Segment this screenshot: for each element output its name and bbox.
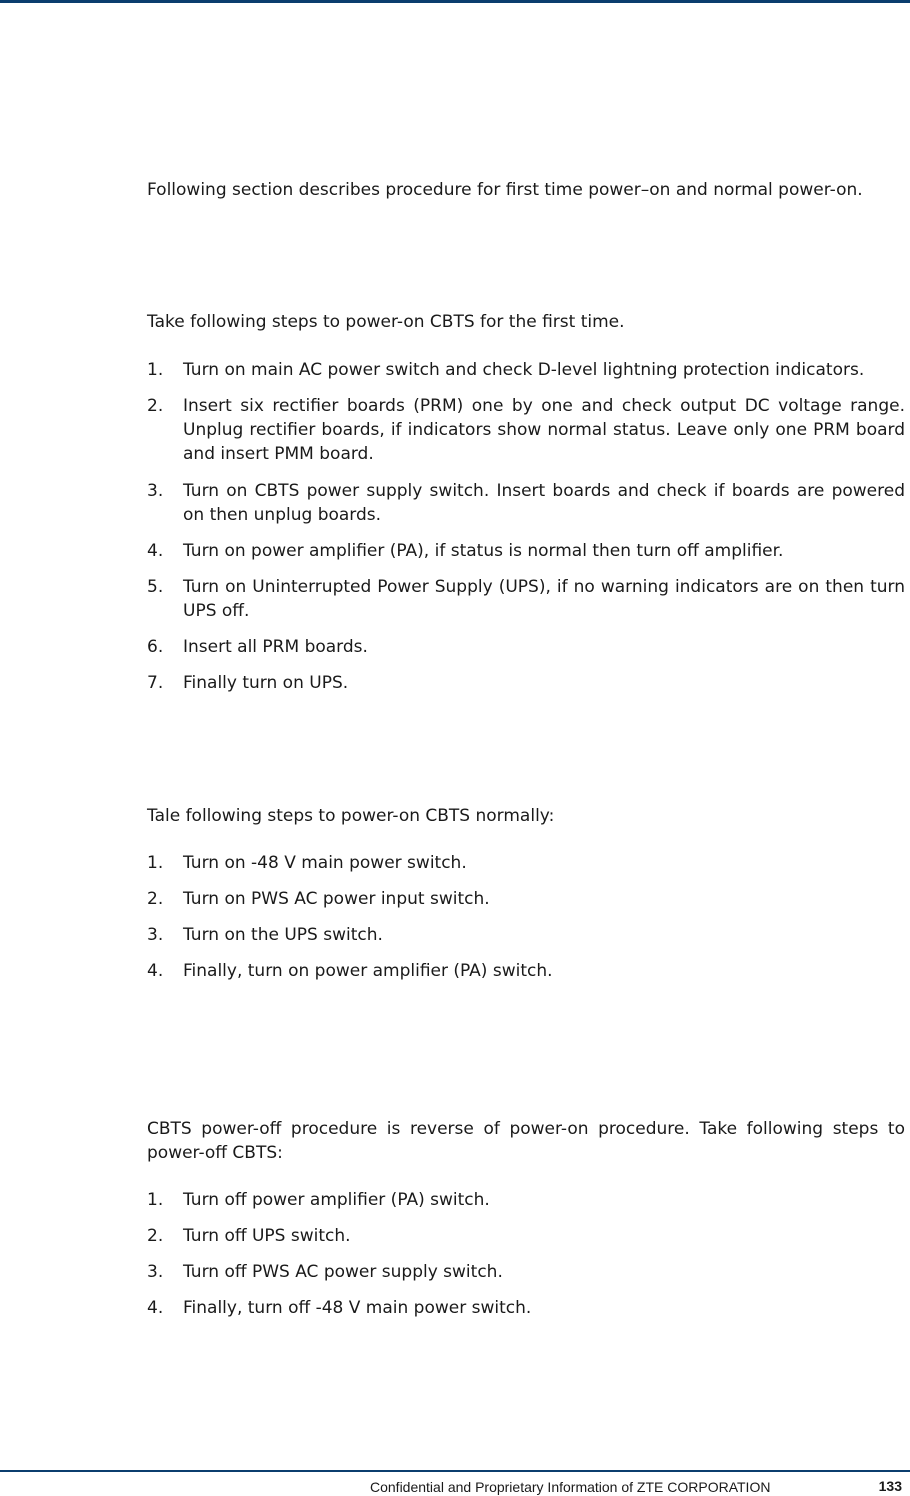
step-number: 2. xyxy=(147,396,164,416)
step-text: Turn on main AC power switch and check D-level lightning protection indicators. xyxy=(183,360,865,380)
header-rule xyxy=(0,0,910,3)
step-text: Turn on -48 V main power switch. xyxy=(183,853,467,873)
list-item xyxy=(147,851,905,875)
step-text: Turn on the UPS switch. xyxy=(183,925,383,945)
step-number: 4. xyxy=(147,1298,164,1318)
footer-rule xyxy=(0,1470,910,1472)
first-time-lead: Take following steps to power-on CBTS for the first time. xyxy=(147,312,625,332)
step-number: 2. xyxy=(147,1226,164,1246)
list-item xyxy=(147,1296,905,1320)
list-item xyxy=(147,923,905,947)
step-text: Finally, turn off -48 V main power switch. xyxy=(183,1298,532,1318)
step-number: 3. xyxy=(147,481,164,501)
list-item xyxy=(147,1260,905,1284)
step-number: 7. xyxy=(147,673,164,693)
step-number: 4. xyxy=(147,961,164,981)
list-item xyxy=(147,539,905,563)
power-off-lead: CBTS power-off procedure is reverse of power-on procedure. Take following steps to power-off CBTS: xyxy=(147,1119,905,1163)
step-text: Turn on Uninterrupted Power Supply (UPS), if no warning indicators are on then turn UPS off. xyxy=(183,577,905,621)
step-text: Insert six rectifier boards (PRM) one by one and check output DC voltage range. Unplug rectifier boards, if indicators show normal status. Leave only one PRM board and insert PMM board. xyxy=(183,396,905,464)
first-time-steps xyxy=(147,358,905,695)
step-text: Finally, turn on power amplifier (PA) switch. xyxy=(183,961,553,981)
page-number: 133 xyxy=(878,1478,902,1494)
list-item xyxy=(147,394,905,466)
step-number: 4. xyxy=(147,541,164,561)
step-text: Turn on PWS AC power input switch. xyxy=(183,889,490,909)
step-text: Insert all PRM boards. xyxy=(183,637,368,657)
power-off-steps xyxy=(147,1188,905,1320)
list-item xyxy=(147,887,905,911)
step-text: Finally turn on UPS. xyxy=(183,673,349,693)
list-item xyxy=(147,1224,905,1248)
step-number: 6. xyxy=(147,637,164,657)
step-number: 3. xyxy=(147,925,164,945)
step-text: Turn off PWS AC power supply switch. xyxy=(183,1262,503,1282)
footer-confidential-notice: Confidential and Proprietary Information of ZTE CORPORATION xyxy=(370,1479,771,1495)
list-item xyxy=(147,1188,905,1212)
step-number: 1. xyxy=(147,1190,164,1210)
normal-steps xyxy=(147,851,905,983)
step-number: 5. xyxy=(147,577,164,597)
step-number: 2. xyxy=(147,889,164,909)
step-number: 1. xyxy=(147,360,164,380)
list-item xyxy=(147,635,905,659)
list-item xyxy=(147,575,905,623)
normal-lead: Tale following steps to power-on CBTS normally: xyxy=(147,806,555,826)
intro-paragraph: Following section describes procedure for first time power–on and normal power-on. xyxy=(147,180,863,200)
list-item xyxy=(147,671,905,695)
list-item xyxy=(147,479,905,527)
step-text: Turn off power amplifier (PA) switch. xyxy=(183,1190,490,1210)
step-text: Turn on power amplifier (PA), if status is normal then turn off amplifier. xyxy=(183,541,784,561)
step-number: 1. xyxy=(147,853,164,873)
list-item xyxy=(147,959,905,983)
step-text: Turn off UPS switch. xyxy=(183,1226,351,1246)
list-item xyxy=(147,358,905,382)
step-text: Turn on CBTS power supply switch. Insert boards and check if boards are powered on then unplug boards. xyxy=(183,481,905,525)
step-number: 3. xyxy=(147,1262,164,1282)
